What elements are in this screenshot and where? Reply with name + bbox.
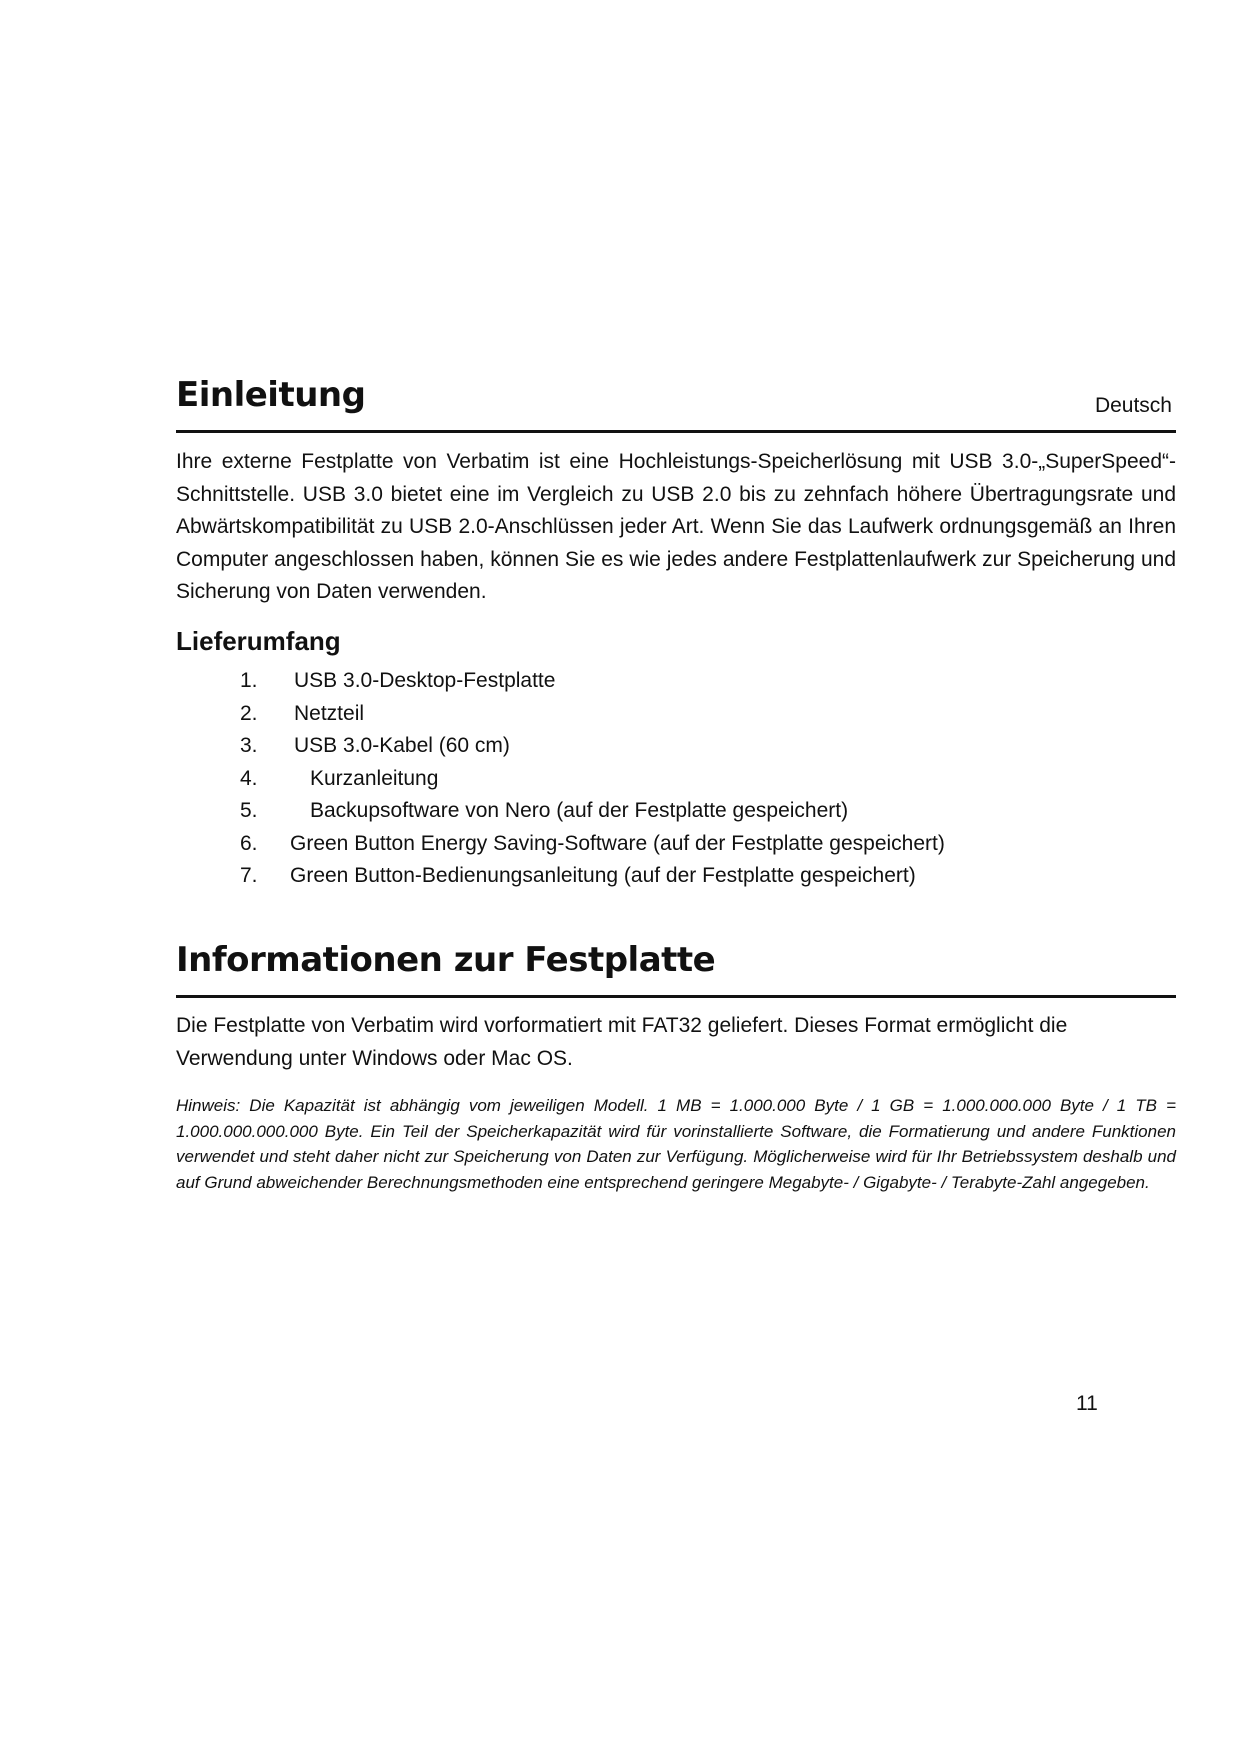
list-item-text: Netzteil bbox=[294, 701, 365, 725]
list-item bbox=[240, 763, 945, 796]
delivery-heading: Lieferumfang bbox=[176, 626, 341, 656]
delivery-list bbox=[240, 665, 945, 893]
list-item-number: 1. bbox=[240, 669, 258, 692]
list-item bbox=[240, 795, 945, 828]
list-item-number: 5. bbox=[240, 799, 258, 822]
list-item bbox=[240, 828, 945, 861]
format-paragraph: Die Festplatte von Verbatim wird vorformatiert mit FAT32 geliefert. Dieses Format ermöglicht die Verwendung unter Windows oder Mac OS. bbox=[176, 1014, 1068, 1070]
list-item-text: USB 3.0-Kabel (60 cm) bbox=[294, 734, 510, 757]
list-item-text: Green Button-Bedienungsanleitung (auf der Festplatte gespeichert) bbox=[290, 864, 916, 887]
section-title-einleitung: Einleitung bbox=[176, 375, 366, 415]
list-item bbox=[240, 860, 945, 893]
page-number: 11 bbox=[1076, 1392, 1098, 1415]
list-item bbox=[240, 698, 945, 731]
section-header-festplatte bbox=[176, 940, 1176, 998]
section-title-festplatte: Informationen zur Festplatte bbox=[176, 940, 716, 980]
list-item-text: USB 3.0-Desktop-Festplatte bbox=[294, 669, 556, 692]
list-item bbox=[240, 665, 945, 698]
list-item-number: 6. bbox=[240, 831, 258, 855]
list-item-text: Backupsoftware von Nero (auf der Festplatte gespeichert) bbox=[310, 799, 849, 822]
section-header-einleitung bbox=[176, 375, 1176, 433]
list-item-number: 7. bbox=[240, 864, 258, 887]
list-item-text: Kurzanleitung bbox=[310, 766, 439, 790]
intro-paragraph: Ihre externe Festplatte von Verbatim ist eine Hochleistungs-Speicherlösung mit USB 3.0-„SuperSpeed“-Schnittstelle. USB 3.0 bietet eine im Vergleich zu USB 2.0 bis zu zehnfach höhere Übertragungsrate und Abwärtskompatibilität zu USB 2.0-Anschlüssen jeder Art. Wenn Sie das Laufwerk ordnungsgemäß an Ihren Computer angeschlossen haben, können Sie es wie jedes andere Festplattenlaufwerk zur Speicherung und Sicherung von Daten verwenden. bbox=[176, 450, 1176, 603]
list-item-text: Green Button Energy Saving-Software (auf der Festplatte gespeichert) bbox=[290, 831, 945, 855]
language-label: Deutsch bbox=[1094, 394, 1172, 417]
list-item-number: 4. bbox=[240, 766, 258, 790]
list-item-number: 2. bbox=[240, 701, 258, 725]
capacity-note: Hinweis: Die Kapazität ist abhängig vom jeweiligen Modell. 1 MB = 1.000.000 Byte / 1 GB = 1.000.000.000 Byte / 1 TB = 1.000.000.000.000 Byte. Ein Teil der Speicherkapazität wird für vorinstallierte Software, die Formatierung und andere Funktionen verwendet und steht daher nicht zur Speicherung von Daten zur Verfügung. Möglicherweise wird für Ihr Betriebssystem deshalb und auf Grund abweichender Berechnungsmethoden eine entsprechend geringere Megabyte- / Gigabyte- / Terabyte-Zahl angegeben. bbox=[176, 1096, 1176, 1192]
list-item bbox=[240, 730, 945, 763]
list-item-number: 3. bbox=[240, 734, 258, 757]
